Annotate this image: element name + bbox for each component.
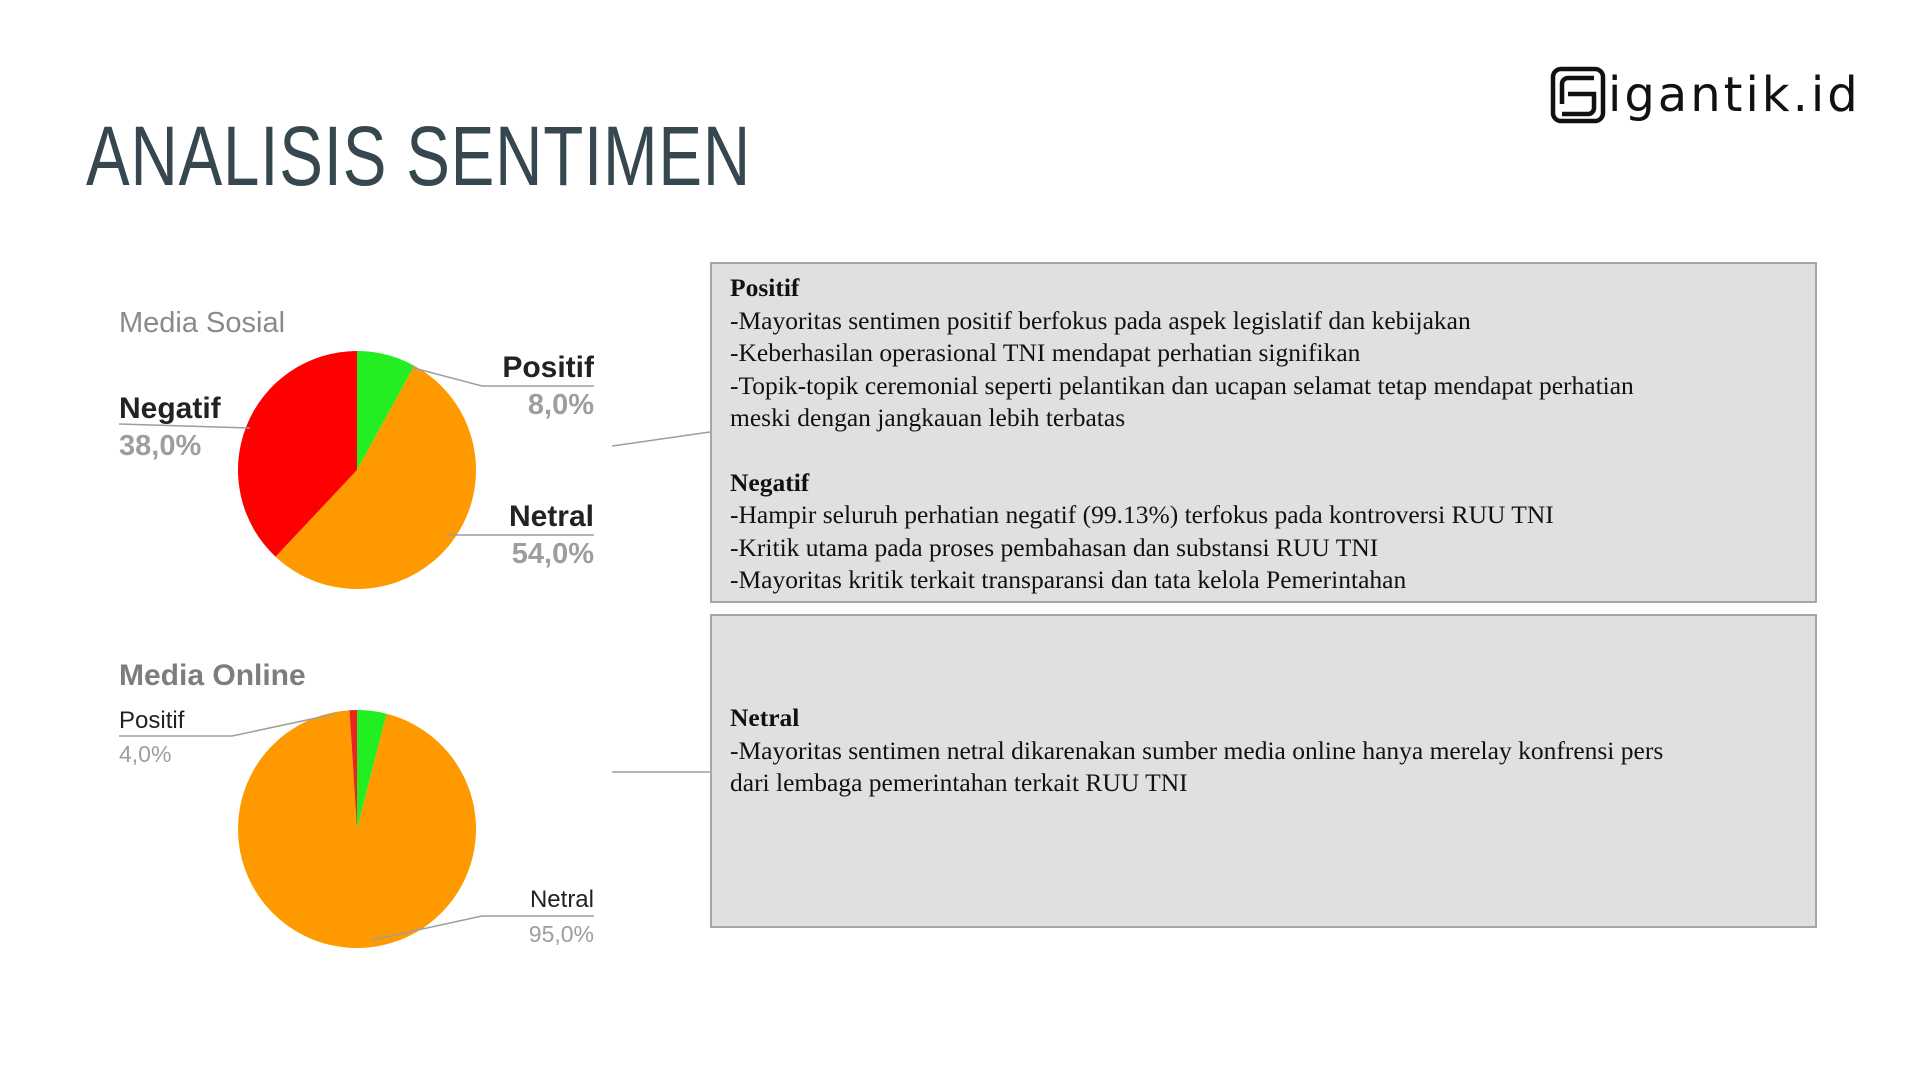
slice-value-negatif: 38,0% [119, 430, 202, 462]
page-title: ANALISIS SENTIMEN [86, 109, 751, 203]
brand-logo-text: igantik.id [1608, 67, 1861, 123]
insight-heading-positif: Positif [730, 273, 800, 302]
insight-line: -Kritik utama pada proses pembahasan dan substansi RUU TNI [730, 532, 1379, 562]
insight-line: -Keberhasilan operasional TNI mendapat perhatian signifikan [730, 338, 1361, 367]
chart-media-online [119, 659, 594, 948]
insight-line: -Topik-topik ceremonial seperti pelantikan dan ucapan selamat tetap mendapat perhatian [730, 370, 1634, 400]
insight-box-online [710, 614, 1817, 928]
insight-line: -Hampir seluruh perhatian negatif (99.13%) terfokus pada kontroversi RUU TNI [730, 500, 1554, 529]
slice-value-positif: 8,0% [527, 389, 594, 421]
slice-label-netral: Netral [529, 886, 594, 913]
slice-value-positif: 4,0% [119, 741, 172, 767]
insight-line: meski dengan jangkauan lebih terbatas [730, 403, 1126, 432]
pie [238, 351, 476, 589]
slice-label-positif: Positif [119, 707, 185, 734]
slice-label-positif: Positif [502, 351, 594, 384]
insight-box-sosial [710, 262, 1817, 603]
slice-value-netral: 54,0% [511, 538, 594, 570]
slice-value-netral: 95,0% [528, 921, 594, 947]
insight-line: dari lembaga pemerintahan terkait RUU TNI [730, 768, 1188, 797]
insight-line: -Mayoritas kritik terkait transparansi dan tata kelola Pemerintahan [730, 565, 1407, 594]
chart-media-sosial [119, 307, 595, 589]
connector-line-sosial [612, 432, 710, 446]
pie [238, 710, 476, 948]
chart-title: Media Sosial [119, 307, 286, 339]
chart-title: Media Online [119, 659, 306, 692]
slice-label-negatif: Negatif [119, 392, 221, 425]
insight-heading-negatif: Negatif [730, 467, 810, 497]
slice-label-netral: Netral [508, 500, 594, 533]
insight-line: -Mayoritas sentimen positif berfokus pada aspek legislatif dan kebijakan [730, 305, 1471, 335]
insight-line: -Mayoritas sentimen netral dikarenakan sumber media online hanya merelay konfrensi pers [730, 735, 1664, 765]
insight-heading-netral: Netral [730, 703, 800, 732]
